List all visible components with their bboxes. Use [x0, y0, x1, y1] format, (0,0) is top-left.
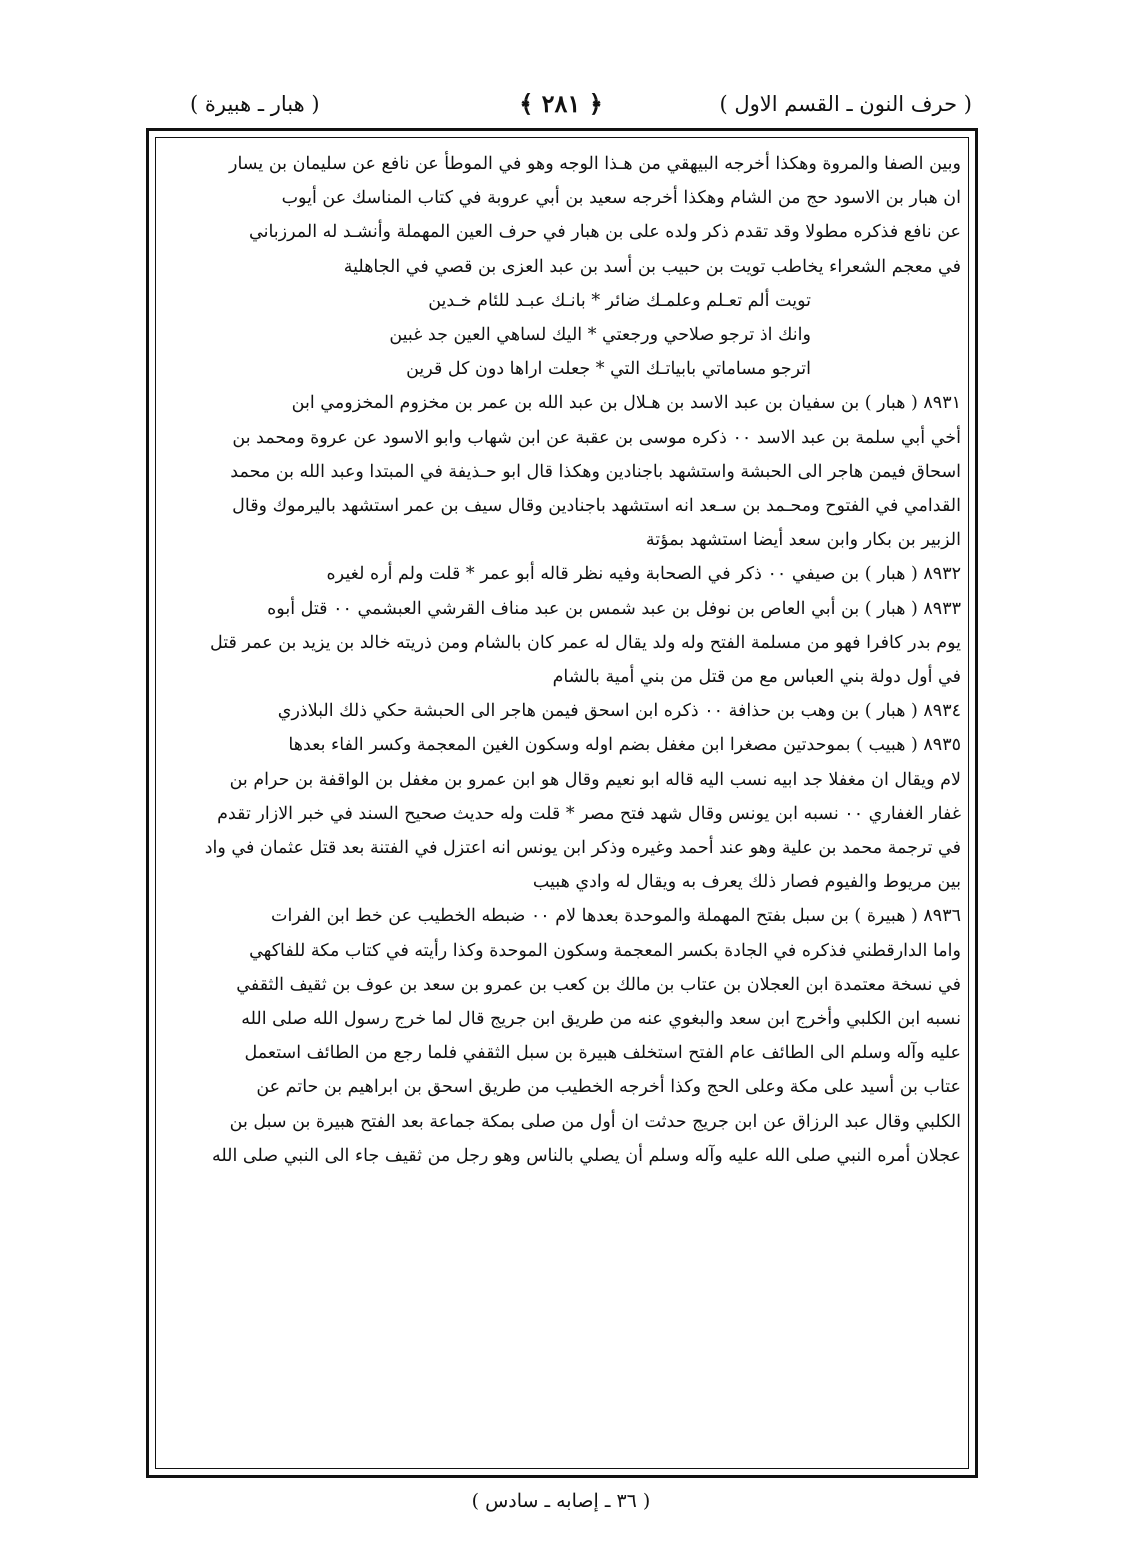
text-line: وبين الصفا والمروة وهكذا أخرجه البيهقي من هـذا الوجه وهو في الموطأ عن نافع عن سليمان بن يسار: [229, 154, 961, 174]
text-line: في أول دولة بني العباس مع من قتل من بني أمية بالشام: [552, 667, 961, 688]
page-number: ﴿ ٢٨١ ﴾: [519, 89, 603, 118]
text-line: عليه وآله وسلم الى الطائف عام الفتح استخلف هبيرة بن سبل الثقفي فلما رجع من الطائف استعمل: [244, 1043, 961, 1064]
entry-8932: ٨٩٣٢ ( هبار ) بن صيفي ٠٠ ذكر في الصحابة وفيه نظر قاله أبو عمر * قلت ولم أره لغيره: [326, 564, 961, 585]
entry-8931: ٨٩٣١ ( هبار ) بن سفيان بن عبد الاسد بن هـلال بن عبد الله بن عمر بن مخزوم المخزومي ابن: [291, 393, 961, 414]
poem-verse: تويت ألم تعـلم وعلمـك ضائر * بانـك عبـد للئام خـدين: [428, 290, 811, 311]
text-line: الكلبي وقال عبد الرزاق عن ابن جريج حدثت ان أول من صلى بمكة جماعة بعد الفتح هبيرة بن سبل بن: [229, 1111, 961, 1132]
text-line: في نسخة معتمدة ابن العجلان بن عتاب بن مالك بن كعب بن عمرو بن سعد بن عوف بن ثقيف الثقفي: [236, 974, 961, 995]
text-line: القدامي في الفتوح ومحـمد بن سـعد انه استشهد باجنادين وقال سيف بن عمر استشهد باليرموك وقال: [232, 496, 961, 517]
text-line: عن نافع فذكره مطولا وقد تقدم ذكر ولده على بن هبار في حرف العين المهملة وأنشـد له المرزباني: [248, 222, 961, 243]
header-entry-range: ( هبار ـ هبيرة ): [190, 92, 320, 116]
entry-8935: ٨٩٣٥ ( هبيب ) بموحدتين مصغرا ابن مغفل بضم اوله وسكون الغين المعجمة وكسر الفاء بعدها: [288, 735, 961, 756]
text-line: في ترجمة محمد بن علية وهو عند أحمد وغيره وذكر ابن يونس انه اعتزل في الفتنة بعد قتل عثمان في واد: [204, 838, 961, 859]
text-line: أخي أبي سلمة بن عبد الاسد ٠٠ ذكره موسى بن عقبة عن ابن شهاب وابو الاسود عن عروة ومحمد بن: [232, 427, 961, 448]
header-section-title: ( حرف النون ـ القسم الاول ): [719, 92, 972, 116]
entry-8933: ٨٩٣٣ ( هبار ) بن أبي العاص بن نوفل بن عبد شمس بن عبد مناف القرشي العبشمي ٠٠ قتل أبوه: [267, 598, 961, 619]
text-line: واما الدارقطني فذكره في الجادة بكسر المعجمة وسكون الموحدة وكذا رأيته في كتاب مكة للفاكهي: [249, 940, 961, 961]
body-text: [167, 147, 961, 1173]
text-line: لام ويقال ان مغفلا جد ابيه نسب اليه قاله ابو نعيم وقال هو ابن عمرو بن مغفل بن الواقفة بن حرام بن: [229, 769, 961, 790]
text-line: في معجم الشعراء يخاطب تويت بن حبيب بن أسد بن عبد العزى بن قصي في الجاهلية: [343, 256, 961, 277]
text-line: نسبه ابن الكلبي وأخرج ابن سعد والبغوي عنه من طريق ابن جريج قال لما خرج رسول الله صلى الله: [241, 1009, 961, 1030]
poem-verse: اترجو مساماتي بابياتـك التي * جعلت اراها دون كل قرين: [406, 359, 811, 380]
page-header: [150, 84, 972, 124]
page-footer: ( ٣٦ ـ إصابه ـ سادس ): [471, 1490, 651, 1512]
entry-8936: ٨٩٣٦ ( هبيرة ) بن سبل بفتح المهملة والموحدة بعدها لام ٠٠ ضبطه الخطيب عن خط ابن الفرات: [271, 906, 961, 927]
text-line: الزبير بن بكار وابن سعد أيضا استشهد بمؤتة: [645, 530, 961, 551]
text-line: عجلان أمره النبي صلى الله عليه وآله وسلم أن يصلي بالناس وهو رجل من ثقيف جاء الى النبي صلى الله: [211, 1145, 961, 1166]
text-line: عتاب بن أسيد على مكة وعلى الحج وكذا أخرجه الخطيب من طريق اسحق بن ابراهيم بن حاتم عن: [256, 1077, 961, 1098]
text-line: غفار الغفاري ٠٠ نسبه ابن يونس وقال شهد فتح مصر * قلت وله حديث صحيح السند في خبر الازار تقدم: [217, 803, 961, 824]
text-line: يوم بدر كافرا فهو من مسلمة الفتح وله ولد يقال له عمر كان بالشام ومن ذريته خالد بن يزيد بن عمر قتل: [209, 632, 961, 653]
text-line: اسحاق فيمن هاجر الى الحبشة واستشهد باجنادين وهكذا قال ابو حـذيفة في المبتدا وعبد الله بن محمد: [230, 461, 961, 482]
page-border: [146, 128, 978, 1478]
poem-verse: وانك اذ ترجو صلاحي ورجعتي * اليك لساهي العين جد غبين: [389, 325, 811, 346]
text-line: بين مريوط والفيوم فصار ذلك يعرف به ويقال له وادي هبيب: [532, 872, 961, 893]
text-line: ان هبار بن الاسود حج من الشام وهكذا أخرجه سعيد بن أبي عروبة في كتاب المناسك عن أيوب: [281, 188, 961, 209]
entry-8934: ٨٩٣٤ ( هبار ) بن وهب بن حذافة ٠٠ ذكره ابن اسحق فيمن هاجر الى الحبشة حكي ذلك البلاذري: [277, 701, 961, 722]
